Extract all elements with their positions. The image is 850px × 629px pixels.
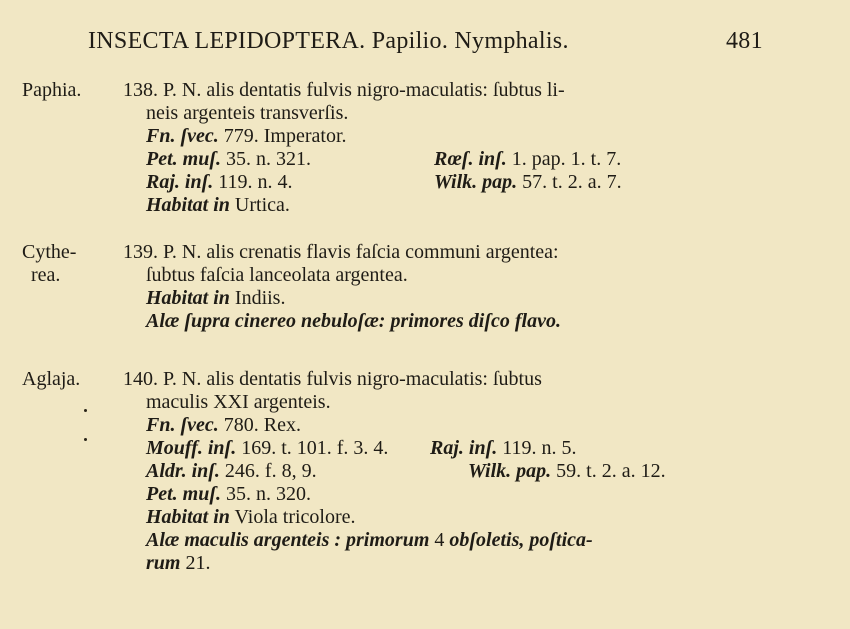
reference-source: Aldr. inſ. <box>146 460 220 482</box>
habitat-line <box>146 287 285 310</box>
diagnosis-line: P. N. alis dentatis fulvis nigro-maculatis: ſubtus li- <box>163 79 565 101</box>
entry-first-line <box>123 241 559 264</box>
reference-line <box>146 125 347 148</box>
reference-source: Mouff. inſ. <box>146 437 237 459</box>
habitat-label: Habitat in <box>146 287 230 309</box>
reference-source: Wilk. pap. <box>434 171 518 193</box>
reference-locator: 35. n. 320. <box>221 483 311 505</box>
reference-line <box>468 460 666 483</box>
reference-locator: 119. n. 5. <box>497 437 577 459</box>
reference-locator: 1. pap. 1. t. 7. <box>506 148 622 170</box>
reference-locator: 246. f. 8, 9. <box>219 460 317 482</box>
habitat-line <box>146 506 356 529</box>
reference-locator: 169. t. 101. f. 3. 4. <box>236 437 389 459</box>
note-line <box>146 310 561 333</box>
diagnosis-line: maculis XXI argenteis. <box>146 391 331 413</box>
page-number: 481 <box>726 28 763 54</box>
entry-first-line <box>123 79 565 102</box>
margin-mark <box>84 438 87 441</box>
habitat-line <box>146 194 290 217</box>
reference-locator: 779. Imperator. <box>218 125 347 147</box>
wing-note: Alæ maculis argenteis : primorum <box>146 529 430 551</box>
reference-locator: 59. t. 2. a. 12. <box>551 460 666 482</box>
reference-source: Raj. inſ. <box>146 171 214 193</box>
wing-note: obſoletis, poſtica- <box>449 529 593 551</box>
reference-line <box>146 460 317 483</box>
diagnosis-line: P. N. alis dentatis fulvis nigro-maculatis: ſubtus <box>163 368 542 390</box>
reference-source: Pet. muſ. <box>146 148 221 170</box>
entry-first-line <box>123 368 542 391</box>
reference-source: Wilk. pap. <box>468 460 552 482</box>
diagnosis-line: ſubtus faſcia lanceolata argentea. <box>146 264 408 286</box>
note-line <box>146 552 210 575</box>
habitat-value: Viola tricolore. <box>229 506 356 528</box>
reference-locator: 57. t. 2. a. 7. <box>517 171 622 193</box>
reference-line <box>146 414 301 437</box>
entry-number: 139. <box>123 241 158 263</box>
running-title: INSECTA LEPIDOPTERA. Papilio. Nymphalis. <box>88 28 569 54</box>
entry-number: 138. <box>123 79 158 101</box>
reference-source: Pet. muſ. <box>146 483 221 505</box>
reference-line <box>434 148 621 171</box>
reference-line <box>146 483 311 506</box>
species-name: Aglaja. <box>22 368 81 390</box>
habitat-label: Habitat in <box>146 506 230 528</box>
reference-source: Fn. ſvec. <box>146 125 219 147</box>
wing-note-number: 21. <box>180 552 211 574</box>
note-line <box>146 529 593 552</box>
habitat-value: Urtica. <box>229 194 290 216</box>
habitat-label: Habitat in <box>146 194 230 216</box>
species-name: Cythe- rea. <box>22 241 77 286</box>
margin-mark <box>84 409 87 412</box>
reference-locator: 119. n. 4. <box>213 171 293 193</box>
habitat-value: Indiis. <box>229 287 286 309</box>
reference-line <box>430 437 577 460</box>
entry-number: 140. <box>123 368 158 390</box>
reference-line <box>146 171 293 194</box>
reference-source: Raj. inſ. <box>430 437 498 459</box>
diagnosis-line: neis argenteis transverſis. <box>146 102 349 124</box>
reference-source: Fn. ſvec. <box>146 414 219 436</box>
reference-line <box>146 148 311 171</box>
diagnosis-line: P. N. alis crenatis flavis faſcia communi argentea: <box>163 241 559 263</box>
reference-source: Rœſ. inſ. <box>434 148 507 170</box>
wing-note: rum <box>146 552 181 574</box>
reference-line <box>434 171 622 194</box>
reference-locator: 35. n. 321. <box>221 148 311 170</box>
reference-line <box>146 437 388 460</box>
wing-note: Alæ ſupra cinereo nebuloſæ: primores diſco flavo. <box>146 310 561 332</box>
species-name: Paphia. <box>22 79 82 101</box>
wing-note-number: 4 <box>429 529 450 551</box>
reference-locator: 780. Rex. <box>218 414 301 436</box>
